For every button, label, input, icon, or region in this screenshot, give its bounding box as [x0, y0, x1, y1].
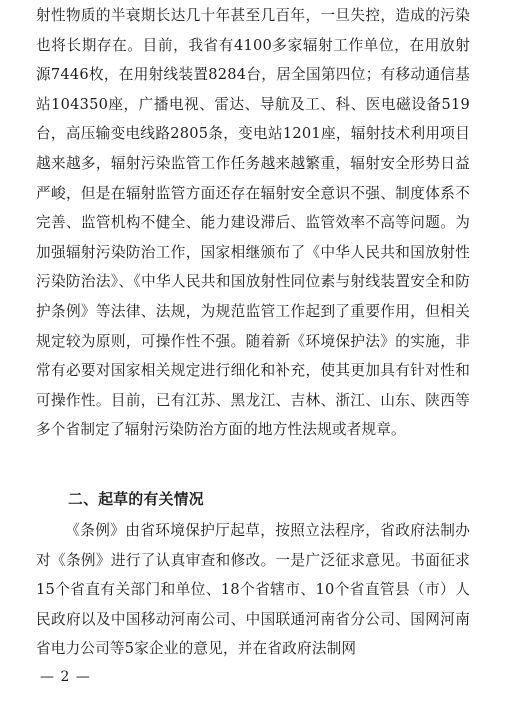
page-number: — 2 — — [40, 669, 91, 685]
section-heading-drafting: 二、起草的有关情况 — [68, 491, 204, 508]
paragraph-radiation-status: 射性物质的半衰期长达几十年甚至几百年，一旦失控，造成的污染也将长期存在。目前，我省有4100多家辐射工作单位，在用放射源7446枚，在用射线装置8284台，居全国第四位；有移动通信基站104350座，广播电视、雷达、导航及工、科、医电磁设备519台，高压输变电线路2805条，变电站1201座，辐射技术利用项目越来越多，辐射污染监管工作任务越来越繁重，辐射安全形势日益严峻，但是在辐射监管方面还存在辐射安全意识不强、制度体系不完善、监管机构不健全、能力建设滞后、监管效率不高等问题。为加强辐射污染防治工作，国家相继颁布了《中华人民共和国放射性污染防治法》、《中华人民共和国放射性同位素与射线装置安全和防护条例》等法律、法规，为规范监管工作起到了重要作用，但相关规定较为原则，可操作性不强。随着新《环境保护法》的实施，非常有必要对国家相关规定进行细化和补充，使其更加具有针对性和可操作性。目前，已有江苏、黑龙江、吉林、浙江、山东、陕西等多个省制定了辐射污染防治方面的地方性法规或者规章。 — [36, 7, 470, 439]
paragraph-drafting-process: 《条例》由省环境保护厅起草，按照立法程序，省政府法制办对《条例》进行了认真审查和修改。一是广泛征求意见。书面征求15个省直有关部门和单位、18个省辖市、10个省直管县（市）人民政府以及中国移动河南公司、中国联通河南省分公司、国网河南省电力公司等5家企业的意见，并在省政府法制网 — [36, 522, 470, 658]
body-text-block — [36, 1, 470, 445]
body-text-block-2 — [36, 516, 470, 664]
